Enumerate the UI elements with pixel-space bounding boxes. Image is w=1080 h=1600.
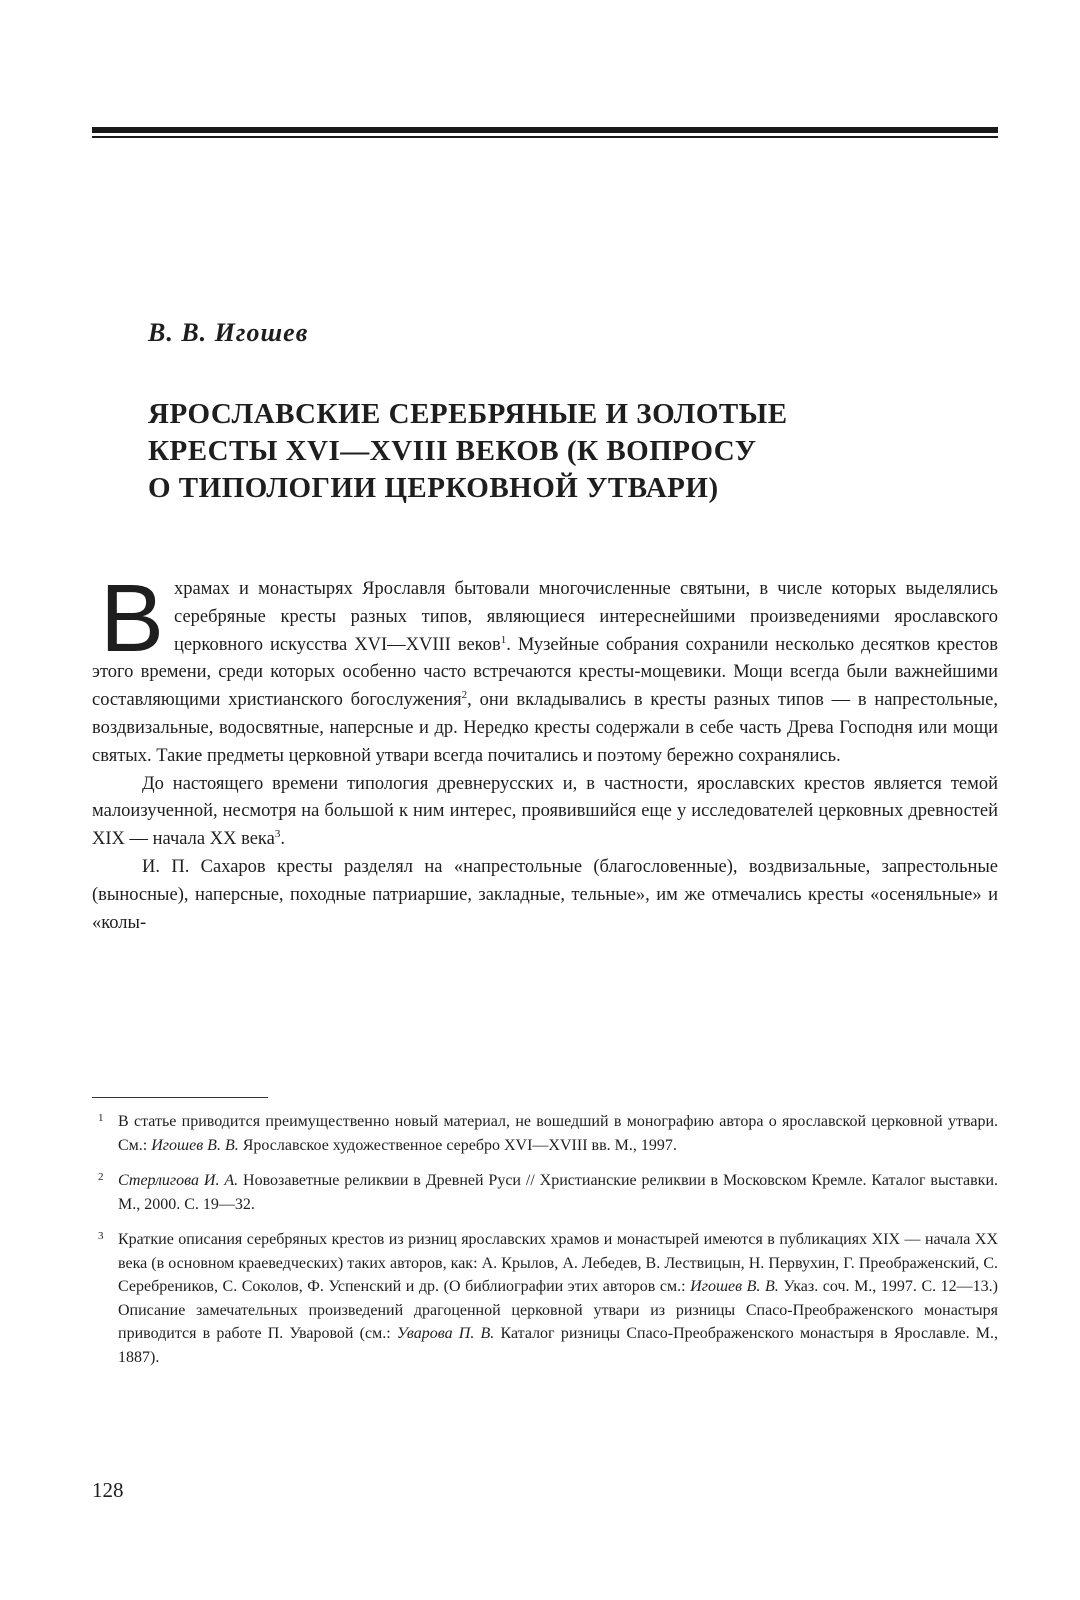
paragraph-text: храмах и монастырях Ярославля бытовали многочисленные святыни, в числе которых выделялись серебряные кресты разных типов, являющиеся интереснейшими произведениями ярославского церковного искусства XVI—XVIII веков [174, 579, 998, 655]
article-body [92, 565, 998, 937]
article-title [148, 396, 948, 507]
footnote-ref: 1 [500, 633, 507, 646]
footnote [92, 1228, 998, 1369]
footnote-author: Уварова П. В. [396, 1325, 495, 1342]
header-rule-thick [92, 127, 998, 133]
footnote-text: Краткие описания серебряных крестов из ризниц ярославских храмов и монастырей имеются в публикациях XIX — начала XX века (в основном краеведческих) таких авторов, как: А. Крылов, А. Лебедев, В. Лествицын, Н. Первухин, Г. Преображенский, С. Серебреников, С. Соколов, Ф. Успенский и др. (О библиографии этих авторов см.: [118, 1231, 998, 1295]
paragraph-text: До настоящего времени типология древнерусских и, в частности, ярославских крестов является темой малоизученной, несмотря на большой к ним интерес, проявившийся еще у исследователей церковных древностей XIX — начала XX века [92, 773, 998, 850]
footnote [92, 1110, 998, 1157]
title-line: ЯРОСЛАВСКИЕ СЕРЕБРЯНЫЕ И ЗОЛОТЫЕ [148, 398, 788, 430]
footnote-number: 2 [98, 1171, 104, 1183]
header-rule-thin [92, 136, 998, 138]
paragraph-text: . Музейные собрания сохранили несколько десятков крестов этого времени, среди которых особенно часто встречаются кресты-мощевики. Мощи всегда были важнейшими составляющими христианского богослужения [92, 634, 998, 711]
footnote-ref: 3 [274, 828, 281, 841]
footnote-number: 1 [98, 1112, 104, 1124]
drop-cap: В [100, 565, 165, 672]
footnote-text: Новозаветные реликвии в Древней Руси // Христианские реликвии в Московском Кремле. Каталог выставки. М., 2000. С. 19—32. [118, 1172, 999, 1213]
paragraph [92, 565, 998, 771]
footnote [92, 1169, 998, 1216]
footnotes [92, 1110, 998, 1381]
footnote-number: 3 [98, 1230, 104, 1242]
footnote-text: Ярославское художественное серебро XVI—XVIII вв. М., 1997. [238, 1136, 677, 1154]
header-rule [92, 127, 998, 138]
footnote-author: Стерлигова И. А. [118, 1172, 239, 1189]
title-line: О ТИПОЛОГИИ ЦЕРКОВНОЙ УТВАРИ) [148, 472, 719, 504]
footnote-author: Игошев В. В. [690, 1278, 779, 1295]
footnote-ref: 2 [461, 689, 468, 702]
paragraph-text: . [280, 829, 285, 850]
footnote-text: Указ. соч. М., 1997. С. 12—13.) Описание замечательных произведений драгоценной церковной утвари из ризницы Спасо-Преображенского монастыря приводится в работе П. Уваровой (см.: [118, 1278, 999, 1342]
paragraph: И. П. Сахаров кресты разделял на «напрестольные (благословенные), воздвизальные, запрестольные (выносные), наперсные, походные патриаршие, закладные, тельные», им же отмечались кресты «осеняльные» и «колы- [92, 856, 998, 933]
footnote-text: В статье приводится преимущественно новый материал, не вошедший в монографию автора о ярославской церковной утвари. См.: [118, 1113, 998, 1154]
page-number: 128 [92, 1478, 124, 1502]
author-name: В. В. Игошев [148, 318, 309, 347]
footnote-author: Игошев В. В. [151, 1136, 239, 1154]
paragraph-text: , они вкладывались в кресты разных типов — в напрестольные, воздвизальные, водосвятные, наперсные и др. Нередко кресты содержали в себе часть Древа Господня или мощи святых. Такие предметы церковной утвари всегда почитались и поэтому бережно сохранялись. [92, 690, 998, 766]
title-line: КРЕСТЫ XVI—XVIII ВЕКОВ (К ВОПРОСУ [148, 435, 757, 467]
paragraph [92, 771, 998, 854]
footnote-separator [92, 1097, 268, 1098]
footnote-text: Каталог ризницы Спасо-Преображенского монастыря в Ярославле. М., 1887). [118, 1325, 999, 1366]
